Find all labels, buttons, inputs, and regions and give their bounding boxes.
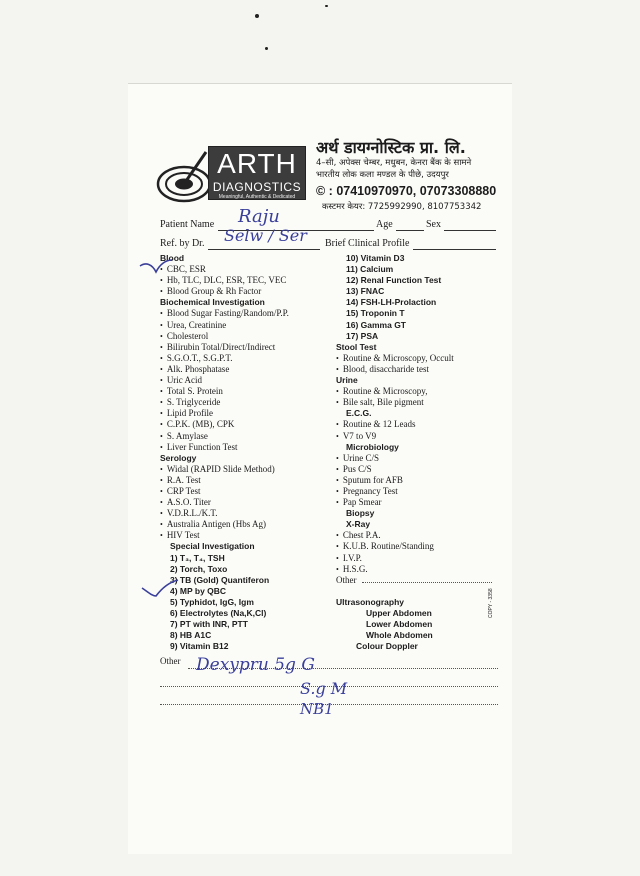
test-item[interactable]: 7) PT with INR, PTT bbox=[170, 619, 248, 630]
arth-logo bbox=[154, 146, 304, 208]
test-item[interactable]: Upper Abdomen bbox=[366, 607, 432, 618]
test-item[interactable]: • Chest P.A. bbox=[336, 530, 454, 541]
logo-arth-text: ARTH bbox=[217, 148, 297, 179]
test-item[interactable]: • Pregnancy Test bbox=[336, 486, 454, 497]
test-item[interactable]: • A.S.O. Titer bbox=[160, 497, 289, 508]
biochemical-heading: Biochemical Investigation bbox=[160, 297, 265, 308]
test-item[interactable]: • Widal (RAPID Slide Method) bbox=[160, 464, 289, 475]
target-swirl-icon bbox=[154, 146, 212, 206]
scan-speck bbox=[265, 47, 268, 50]
other-right-line[interactable] bbox=[362, 582, 492, 583]
test-item[interactable]: • K.U.B. Routine/Standing bbox=[336, 541, 454, 552]
scan-speck bbox=[255, 14, 259, 18]
address-line-2: भारतीय लोक कला मण्डल के पीछे, उदयपुर bbox=[316, 170, 449, 180]
right-test-column bbox=[336, 253, 454, 652]
other-label: Other bbox=[160, 656, 181, 666]
test-item[interactable]: • HIV Test bbox=[160, 530, 289, 541]
test-item[interactable]: • Urea, Creatinine bbox=[160, 320, 289, 331]
serology-heading: Serology bbox=[160, 452, 197, 463]
spacer bbox=[336, 586, 454, 597]
test-item[interactable]: Colour Doppler bbox=[356, 641, 418, 652]
test-item[interactable]: • R.A. Test bbox=[160, 475, 289, 486]
company-name-hindi: अर्थ डायग्नोस्टिक प्रा. लि. bbox=[316, 138, 466, 157]
test-item[interactable]: • Total S. Protein bbox=[160, 386, 289, 397]
handwritten-patient-name: Raju bbox=[238, 206, 280, 227]
sex-label: Sex bbox=[426, 219, 441, 230]
copy-code: COPY - 3358 bbox=[488, 588, 494, 618]
handwritten-note-3: NB1 bbox=[300, 700, 334, 718]
check-mark-icon bbox=[140, 578, 180, 600]
test-item[interactable]: 17) PSA bbox=[346, 330, 379, 341]
test-item[interactable]: 16) Gamma GT bbox=[346, 319, 406, 330]
test-item[interactable]: • Lipid Profile bbox=[160, 408, 289, 419]
handwritten-note-1: Dexypru 5g G bbox=[196, 655, 315, 675]
logo-box bbox=[208, 146, 306, 200]
phone-numbers: © : 07410970970, 07073308880 bbox=[316, 184, 497, 198]
test-item[interactable]: • Urine C/S bbox=[336, 453, 454, 464]
test-item[interactable]: • C.P.K. (MB), CPK bbox=[160, 419, 289, 430]
test-item[interactable]: • Routine & Microscopy, Occult bbox=[336, 353, 454, 364]
test-item[interactable]: • Sputum for AFB bbox=[336, 475, 454, 486]
test-item[interactable]: 6) Electrolytes (Na,K,Cl) bbox=[170, 608, 267, 618]
test-item[interactable]: • Pus C/S bbox=[336, 464, 454, 475]
clinical-profile-label: Brief Clinical Profile bbox=[325, 238, 410, 249]
test-item[interactable]: • Pap Smear bbox=[336, 497, 454, 508]
test-item[interactable]: • Uric Acid bbox=[160, 375, 289, 386]
age-label: Age bbox=[376, 219, 393, 230]
handwritten-ref-by: Selw / Ser bbox=[224, 226, 307, 245]
age-line[interactable] bbox=[396, 230, 424, 231]
test-item[interactable]: • Hb, TLC, DLC, ESR, TEC, VEC bbox=[160, 275, 289, 286]
ref-by-line[interactable] bbox=[208, 249, 320, 250]
test-item[interactable]: 12) Renal Function Test bbox=[346, 275, 442, 286]
sex-line[interactable] bbox=[444, 230, 496, 231]
patient-name-label: Patient Name bbox=[160, 219, 215, 230]
test-item[interactable]: • S. Triglyceride bbox=[160, 397, 289, 408]
scan-speck bbox=[325, 5, 328, 7]
check-mark-icon bbox=[138, 258, 174, 278]
biopsy-heading: Biopsy bbox=[346, 508, 375, 519]
test-item[interactable]: 13) FNAC bbox=[346, 286, 385, 297]
ecg-heading: E.C.G. bbox=[346, 408, 372, 419]
test-item[interactable]: • S.G.O.T., S.G.P.T. bbox=[160, 353, 289, 364]
test-item[interactable]: 5) Typhidot, IgG, Igm bbox=[170, 596, 254, 607]
logo-tagline: Meaningful, Authentic & Dedicated bbox=[218, 194, 296, 200]
test-item[interactable]: • Routine & Microscopy, bbox=[336, 386, 454, 397]
logo-diagnostics-text: DIAGNOSTICS bbox=[212, 180, 302, 194]
test-item[interactable]: • I.V.P. bbox=[336, 553, 454, 564]
test-item[interactable]: • Cholesterol bbox=[160, 331, 289, 342]
test-item[interactable]: • S. Amylase bbox=[160, 431, 289, 442]
test-item[interactable]: 10) Vitamin D3 bbox=[346, 253, 405, 263]
xray-heading: X-Ray bbox=[346, 519, 371, 530]
test-item[interactable]: 14) FSH-LH-Prolaction bbox=[346, 297, 437, 308]
urine-heading: Urine bbox=[336, 375, 358, 386]
test-item[interactable]: • CBC, ESR bbox=[160, 264, 289, 275]
test-item[interactable]: • Bile salt, Bile pigment bbox=[336, 397, 454, 408]
test-item[interactable]: 9) Vitamin B12 bbox=[170, 641, 229, 652]
microbiology-heading: Microbiology bbox=[346, 441, 399, 452]
test-item[interactable]: • Routine & 12 Leads bbox=[336, 419, 454, 430]
blood-heading: Blood bbox=[160, 253, 185, 263]
test-item[interactable]: Lower Abdomen bbox=[366, 619, 433, 629]
test-item[interactable]: Whole Abdomen bbox=[366, 630, 433, 641]
test-item[interactable]: • Blood, disaccharide test bbox=[336, 364, 454, 375]
stool-test-heading: Stool Test bbox=[336, 341, 377, 352]
clinical-profile-line[interactable] bbox=[413, 249, 496, 250]
test-item[interactable]: • V7 to V9 bbox=[336, 431, 454, 442]
test-item[interactable]: 4) MP by QBC bbox=[170, 585, 227, 596]
ref-by-label: Ref. by Dr. bbox=[160, 238, 205, 249]
test-item[interactable]: • Australia Antigen (Hbs Ag) bbox=[160, 519, 289, 530]
test-item[interactable]: 1) T₃, T₄, TSH bbox=[170, 552, 225, 563]
test-item[interactable]: • Liver Function Test bbox=[160, 442, 289, 453]
test-item[interactable]: 8) HB A1C bbox=[170, 630, 212, 641]
handwritten-note-2: S.g M bbox=[300, 679, 348, 698]
test-item[interactable]: • H.S.G. bbox=[336, 564, 454, 575]
test-item[interactable]: • Alk. Phosphatase bbox=[160, 364, 289, 375]
test-item[interactable]: • CRP Test bbox=[160, 486, 289, 497]
special-investigation-heading: Special Investigation bbox=[170, 541, 255, 552]
test-item[interactable]: • Bilirubin Total/Direct/Indirect bbox=[160, 342, 289, 353]
customer-care: कस्टमर केयर: 7725992990, 8107753342 bbox=[322, 202, 482, 212]
address-line-1: 4–सी, अपेक्स चेम्बर, मधुबन, केनरा बैंक के सामने bbox=[316, 158, 472, 168]
test-item[interactable]: • Blood Group & Rh Factor bbox=[160, 286, 289, 297]
ultrasonography-heading: Ultrasonography bbox=[336, 596, 405, 607]
test-item[interactable]: • Blood Sugar Fasting/Random/P.P. bbox=[160, 308, 289, 319]
test-item[interactable]: 15) Troponin T bbox=[346, 308, 405, 319]
test-item[interactable]: 3) TB (Gold) Quantiferon bbox=[170, 574, 270, 585]
test-item[interactable]: 2) Torch, Toxo bbox=[170, 563, 228, 574]
other-label-right: Other bbox=[336, 574, 357, 585]
test-item[interactable]: 11) Calcium bbox=[346, 264, 394, 275]
test-item[interactable]: • V.D.R.L./K.T. bbox=[160, 508, 289, 519]
